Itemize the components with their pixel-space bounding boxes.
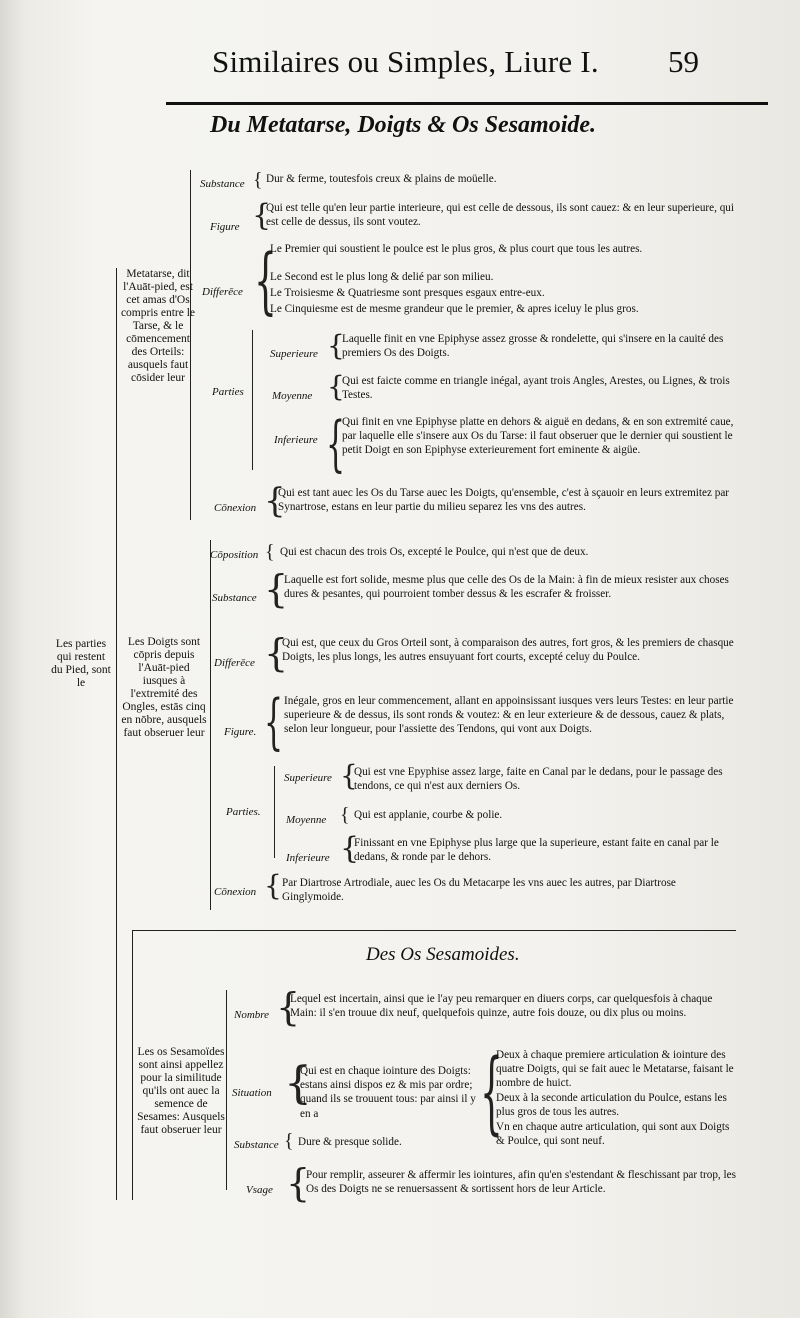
doigts-label: Les Doigts sont cōpris depuis l'Auāt-pied iusques à l'extremité des Ongles, estās cinq en nōbre, ausquels faut obseruer leur — [121, 636, 207, 739]
metatarse-moyenne-label: Moyenne — [272, 390, 313, 402]
section-separator — [132, 930, 736, 931]
metatarse-moyenne-text: Qui est faicte comme en triangle inégal, ayant trois Angles, Arestes, ou Lignes, & trois Testes. — [342, 375, 730, 402]
metatarse-difference-label: Differēce — [202, 286, 243, 298]
brace: { — [264, 687, 284, 757]
metatarse-connexion-text: Qui est tant auec les Os du Tarse auec les Doigts, qu'ensemble, c'est à sçauoir en leurs extremitez par Synartrose, estans en leur partie du milieu separez les vns des autres. — [278, 487, 730, 514]
brace: { — [286, 1161, 311, 1205]
sesamoides-situation-right-3: Vn en chaque autre articulation, qui sont aux Doigts & Poulce, qui sont neuf. — [496, 1121, 730, 1148]
doigts-bracket — [210, 540, 211, 910]
doigts-parties-bracket — [274, 766, 275, 858]
brace: { — [340, 759, 358, 792]
brace: { — [264, 481, 286, 521]
brace: { — [264, 631, 289, 675]
doigts-substance-text: Laquelle est fort solide, mesme plus que celle des Os de la Main: à fin de mieux resister aux choses dures & pesantes, qui pourroient tomber dessus & les escrafer & froisser. — [284, 574, 729, 601]
sesamoides-nombre-label: Nombre — [234, 1009, 270, 1021]
spine-line-lower — [116, 700, 117, 1200]
sesamoides-bracket — [226, 990, 227, 1190]
metatarse-figure-text: Qui est telle qu'en leur partie interieure, qui est celle de dessous, ils sont cauez: & en leur superieure, qui est celle de dessus, ils sont voutez. — [266, 202, 735, 229]
doigts-superieure-label: Superieure — [284, 772, 332, 784]
sesamoides-label: Les os Sesamoïdes sont ainsi appellez pour la similitude qu'ils ont auec la semence de Sesames: Ausquels faut obseruer leur — [137, 1046, 225, 1136]
metatarse-parties-label: Parties — [212, 386, 244, 398]
sesamoides-substance-label: Substance — [234, 1139, 279, 1151]
section-title-metatarse: Du Metatarse, Doigts & Os Sesamoide. — [210, 112, 597, 138]
metatarse-superieure-label: Superieure — [270, 348, 318, 360]
sesamoides-nombre-text: Lequel est incertain, ainsi que ie l'ay peu remarquer en diuers corps, car quelquesfois à chaque Main: il s'en trouue dix neuf, quelquefois quinze, autre fois douze, ou dix plus ou moins. — [290, 993, 713, 1020]
brace: { — [276, 985, 301, 1029]
sesamoides-situation-right-1: Deux à chaque premiere articulation & iointure des quatre Doigts, qui se fait auec le Metatarse, faisant le nombre de huict. — [496, 1049, 734, 1090]
doigts-figure-text: Inégale, gros en leur commencement, allant en appoinsissant iusques vers leurs Testes: en leur partie superieure & de dessus, ils sont ronds & voutez: & en leur exterieure & de dessous, cauez & plats, selon leur longueur, pour l'assiette des Tendons, qui vont aux Doigts. — [284, 695, 734, 736]
brace: { — [264, 567, 289, 611]
metatarse-difference-3: Le Troisiesme & Quatriesme sont presques esgaux entre-eux. — [270, 287, 545, 299]
doigts-difference-label: Differēce — [214, 657, 255, 669]
sesamoides-situation-label: Situation — [232, 1087, 272, 1099]
doigts-composition-text: Qui est chacun des trois Os, excepté le Poulce, qui n'est que de deux. — [280, 546, 589, 558]
brace: { — [254, 238, 277, 322]
metatarse-difference-1: Le Premier qui soustient le poulce est le plus gros, & plus court que tous les autres. — [270, 243, 643, 255]
metatarse-inferieure-text: Qui finit en vne Epiphyse platte en dehors & aiguë en dedans, & en son extremité caue, par laquelle elle s'insere aux Os du Tarse: il faut obseruer que le dernier qui soustient le petit Doigt en son Epiphyse exterieurement fort eminente & aigüe. — [342, 416, 734, 457]
doigts-composition-label: Cōposition — [210, 549, 259, 561]
section-title-sesamoides: Des Os Sesamoides. — [366, 944, 520, 965]
brace: { — [327, 329, 345, 362]
metatarse-figure-label: Figure — [210, 221, 240, 233]
metatarse-difference-2: Le Second est le plus long & delié par son milieu. — [270, 271, 494, 283]
pied-label: Les parties qui restent du Pied, sont le — [51, 638, 111, 689]
doigts-difference-text: Qui est, que ceux du Gros Orteil sont, à comparaison des autres, fort gros, & les premiers de chasque Doigts, les plus longs, les autres ensuyuant fort courts, excepté celuy du Poulce. — [282, 637, 734, 664]
doigts-parties-label: Parties. — [226, 806, 261, 818]
sesamoides-spine — [132, 930, 133, 1200]
doigts-inferieure-label: Inferieure — [286, 852, 330, 864]
doigts-moyenne-label: Moyenne — [286, 814, 327, 826]
brace: { — [480, 1040, 503, 1145]
metatarse-difference-4: Le Cinquiesme est de mesme grandeur que le premier, & apres iceluy le plus gros. — [270, 303, 639, 315]
metatarse-substance-text: Dur & ferme, toutesfois creux & plains de moüelle. — [266, 173, 497, 185]
brace: { — [264, 869, 282, 902]
sesamoides-substance-text: Dure & presque solide. — [298, 1136, 402, 1148]
page-number: 59 — [668, 44, 699, 79]
metatarse-connexion-label: Cōnexion — [214, 502, 257, 514]
brace: { — [253, 169, 263, 191]
sesamoides-situation-right-2: Deux à la seconde articulation du Poulce, estans les plus gros de tous les autres. — [496, 1092, 727, 1119]
doigts-connexion-text: Par Diartrose Artrodiale, auec les Os du Metacarpe les vns auec les autres, par Diartrose Ginglymoide. — [282, 877, 676, 904]
header-rule — [166, 102, 768, 105]
metatarse-substance-label: Substance — [200, 178, 245, 190]
doigts-inferieure-text: Finissant en vne Epiphyse plus large que la superieure, estant faite en canal par le dedans, & ronde par le dehors. — [354, 837, 719, 864]
sesamoides-usage-label: Vsage — [246, 1184, 273, 1196]
running-title: Similaires ou Simples, Liure I. — [212, 44, 599, 79]
brace: { — [284, 1130, 294, 1152]
sesamoides-usage-text: Pour remplir, asseurer & affermir les iointures, afin qu'en s'estendant & fleschissant par trop, les Os des Doigts ne se renuersassent & sortissent hors de leur Article. — [306, 1169, 736, 1196]
parties-bracket — [252, 330, 253, 470]
doigts-substance-label: Substance — [212, 592, 257, 604]
brace: { — [265, 541, 275, 563]
doigts-moyenne-text: Qui est applanie, courbe & polie. — [354, 809, 503, 821]
metatarse-inferieure-label: Inferieure — [274, 434, 318, 446]
brace: { — [326, 409, 346, 479]
sesamoides-situation-text: Qui est en chaque iointure des Doigts: estans ainsi dispos ez & mis par ordre; quand ils se trouuent tous: par ainsi il y en a — [300, 1065, 476, 1120]
doigts-figure-label: Figure. — [224, 726, 257, 738]
brace: { — [340, 804, 350, 826]
brace: { — [340, 831, 360, 866]
brace: { — [252, 198, 272, 233]
brace: { — [327, 370, 345, 403]
brace: { — [284, 1058, 312, 1109]
doigts-superieure-text: Qui est vne Epyphise assez large, faite en Canal par le dedans, pour le passage des tendons, ce qui n'est aux derniers Os. — [354, 766, 723, 793]
doigts-connexion-label: Cōnexion — [214, 886, 257, 898]
metatarse-label: Metatarse, dit l'Auāt-pied, est cet amas d'Os compris entre le Tarse, & le cōmencement des Orteils: ausquels faut cōsider leur — [120, 268, 196, 384]
metatarse-superieure-text: Laquelle finit en vne Epiphyse assez grosse & rondelette, qui s'insere en la cauité des premiers Os des Doigts. — [342, 333, 724, 360]
